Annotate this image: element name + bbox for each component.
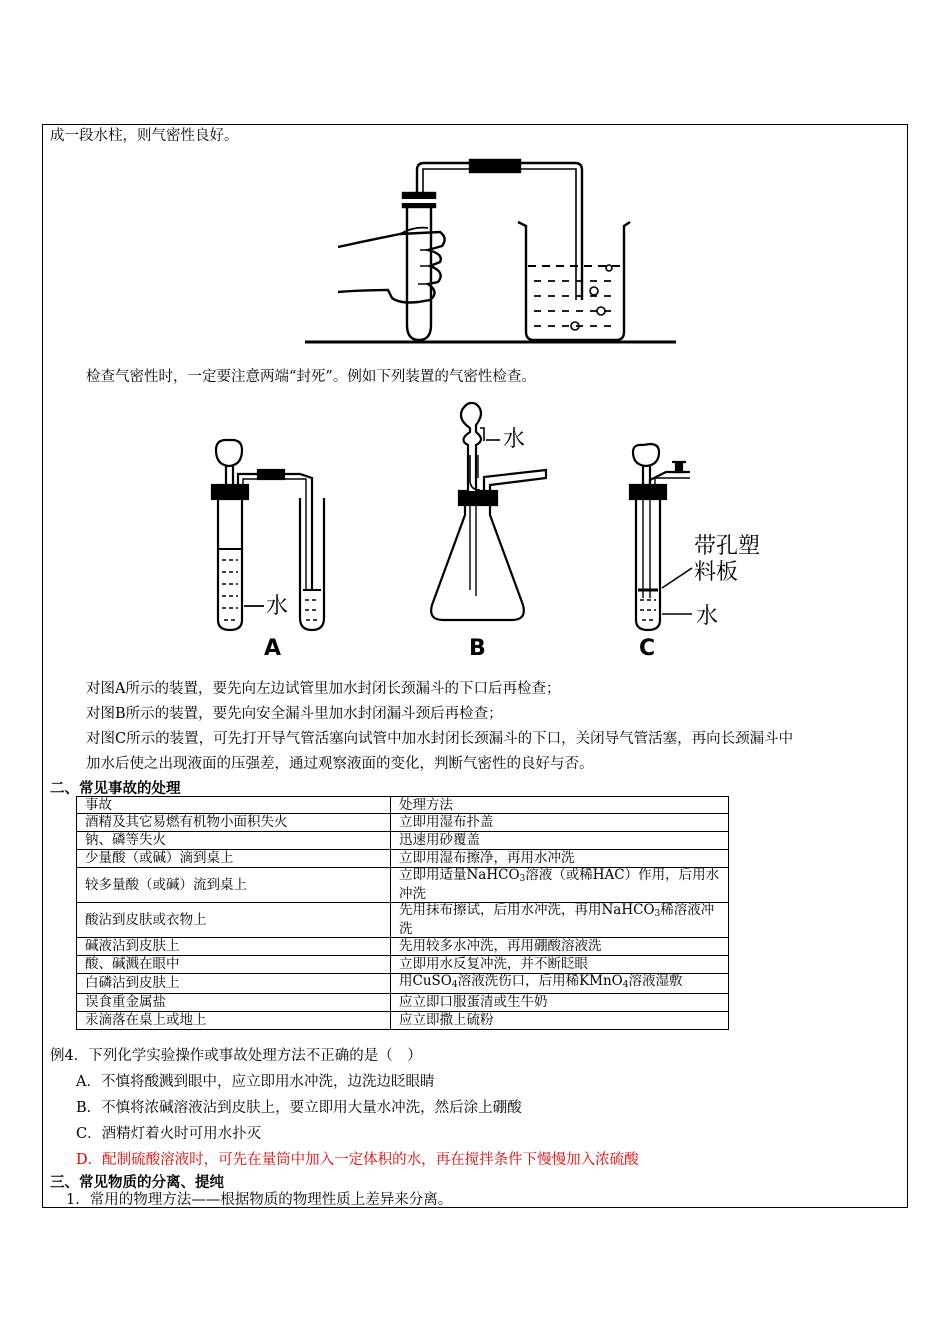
method-cell: 立即用湿布扑盖: [391, 814, 729, 832]
method-cell: 应立即口服蛋清或生牛奶: [391, 994, 729, 1012]
method-cell: 用CuSO$_4$溶液洗伤口，后用稀KMnO$_4$溶液湿敷: [391, 974, 729, 994]
method-cell: 立即用水反复冲洗，并不断眨眼: [391, 956, 729, 974]
table-row: [77, 832, 729, 850]
example4-option-a: A．不慎将酸溅到眼中，应立即用水冲洗，边洗边眨眼睛: [76, 1074, 435, 1090]
fig-a-water-label: 水: [266, 594, 289, 619]
table-row: [77, 903, 729, 938]
explanation-c-2: 加水后使之出现液面的压强差，通过观察液面的变化，判断气密性的良好与否。: [86, 756, 594, 772]
table-row: [77, 868, 729, 903]
example4-option-c: C．酒精灯着火时可用水扑灭: [76, 1126, 262, 1142]
table-row: [77, 956, 729, 974]
fig-a-label: A: [264, 636, 282, 661]
accident-cell: 碱液沾到皮肤上: [77, 938, 391, 956]
section3-line1: 1．常用的物理方法——根据物质的物理性质上差异来分离。: [66, 1192, 453, 1208]
method-cell: 应立即撒上硫粉: [391, 1012, 729, 1030]
section3-title: 三、常见物质的分离、提纯: [50, 1174, 224, 1191]
explanation-a: 对图A所示的装置，要先向左边试管里加水封闭长颈漏斗的下口后再检查；: [86, 681, 561, 697]
accident-cell: 钠、磷等失火: [77, 832, 391, 850]
example4-option-b: B．不慎将浓碱溶液沾到皮肤上，要立即用大量水冲洗，然后涂上硼酸: [76, 1100, 522, 1116]
method-cell: 迅速用砂覆盖: [391, 832, 729, 850]
accident-cell: 误食重金属盐: [77, 994, 391, 1012]
accident-cell: 酒精及其它易燃有机物小面积失火: [77, 814, 391, 832]
fig-c-water-label: 水: [696, 604, 719, 629]
example4-option-d-answer: D．配制硫酸溶液时，可先在量筒中加入一定体积的水，再在搅拌条件下慢慢加入浓硫酸: [76, 1152, 639, 1168]
method-cell: 立即用适量NaHCO$_3$溶液（或稀HAC）作用，后用水冲洗: [391, 868, 729, 903]
table-header-row: [77, 797, 729, 814]
explanation-b: 对图B所示的装置，要先向安全漏斗里加水封闭漏斗颈后再检查；: [86, 706, 503, 722]
table-row: [77, 814, 729, 832]
fig-c-plate-label-1: 带孔塑: [694, 534, 761, 559]
accident-table: [76, 796, 729, 1030]
method-cell: 先用较多水冲洗，再用硼酸溶液洗: [391, 938, 729, 956]
accident-cell: 汞滴落在桌上或地上: [77, 1012, 391, 1030]
table-row: [77, 974, 729, 994]
table-row: [77, 1012, 729, 1030]
table-header: 处理方法: [391, 797, 729, 814]
accident-cell: 酸沾到皮肤或衣物上: [77, 903, 391, 938]
fig-b-label: B: [469, 636, 486, 661]
fig-b-water-label: 水: [503, 427, 526, 452]
fig-c-label: C: [639, 636, 656, 661]
table-row: [77, 938, 729, 956]
fig-c-plate-label-2: 料板: [694, 560, 739, 585]
accident-cell: 酸、碱溅在眼中: [77, 956, 391, 974]
accident-cell: 少量酸（或碱）滴到桌上: [77, 850, 391, 868]
section2-title: 二、常见事故的处理: [50, 780, 181, 797]
accident-cell: 白磷沾到皮肤上: [77, 974, 391, 994]
intro-line: 成一段水柱，则气密性良好。: [50, 128, 239, 144]
explanation-c-1: 对图C所示的装置，可先打开导气管活塞向试管中加水封闭长颈漏斗的下口，关闭导气管活塞，再向长颈漏斗中: [86, 731, 794, 747]
check-note: 检查气密性时，一定要注意两端“封死”。例如下列装置的气密性检查。: [86, 369, 536, 385]
table-row: [77, 850, 729, 868]
table-row: [77, 994, 729, 1012]
example4-question: 例4．下列化学实验操作或事故处理方法不正确的是（ ）: [50, 1048, 422, 1064]
accident-cell: 较多量酸（或碱）流到桌上: [77, 868, 391, 903]
table-header: 事故: [77, 797, 391, 814]
method-cell: 先用抹布擦试，后用水冲洗，再用NaHCO$_3$稀溶液冲洗: [391, 903, 729, 938]
method-cell: 立即用湿布擦净，再用水冲洗: [391, 850, 729, 868]
